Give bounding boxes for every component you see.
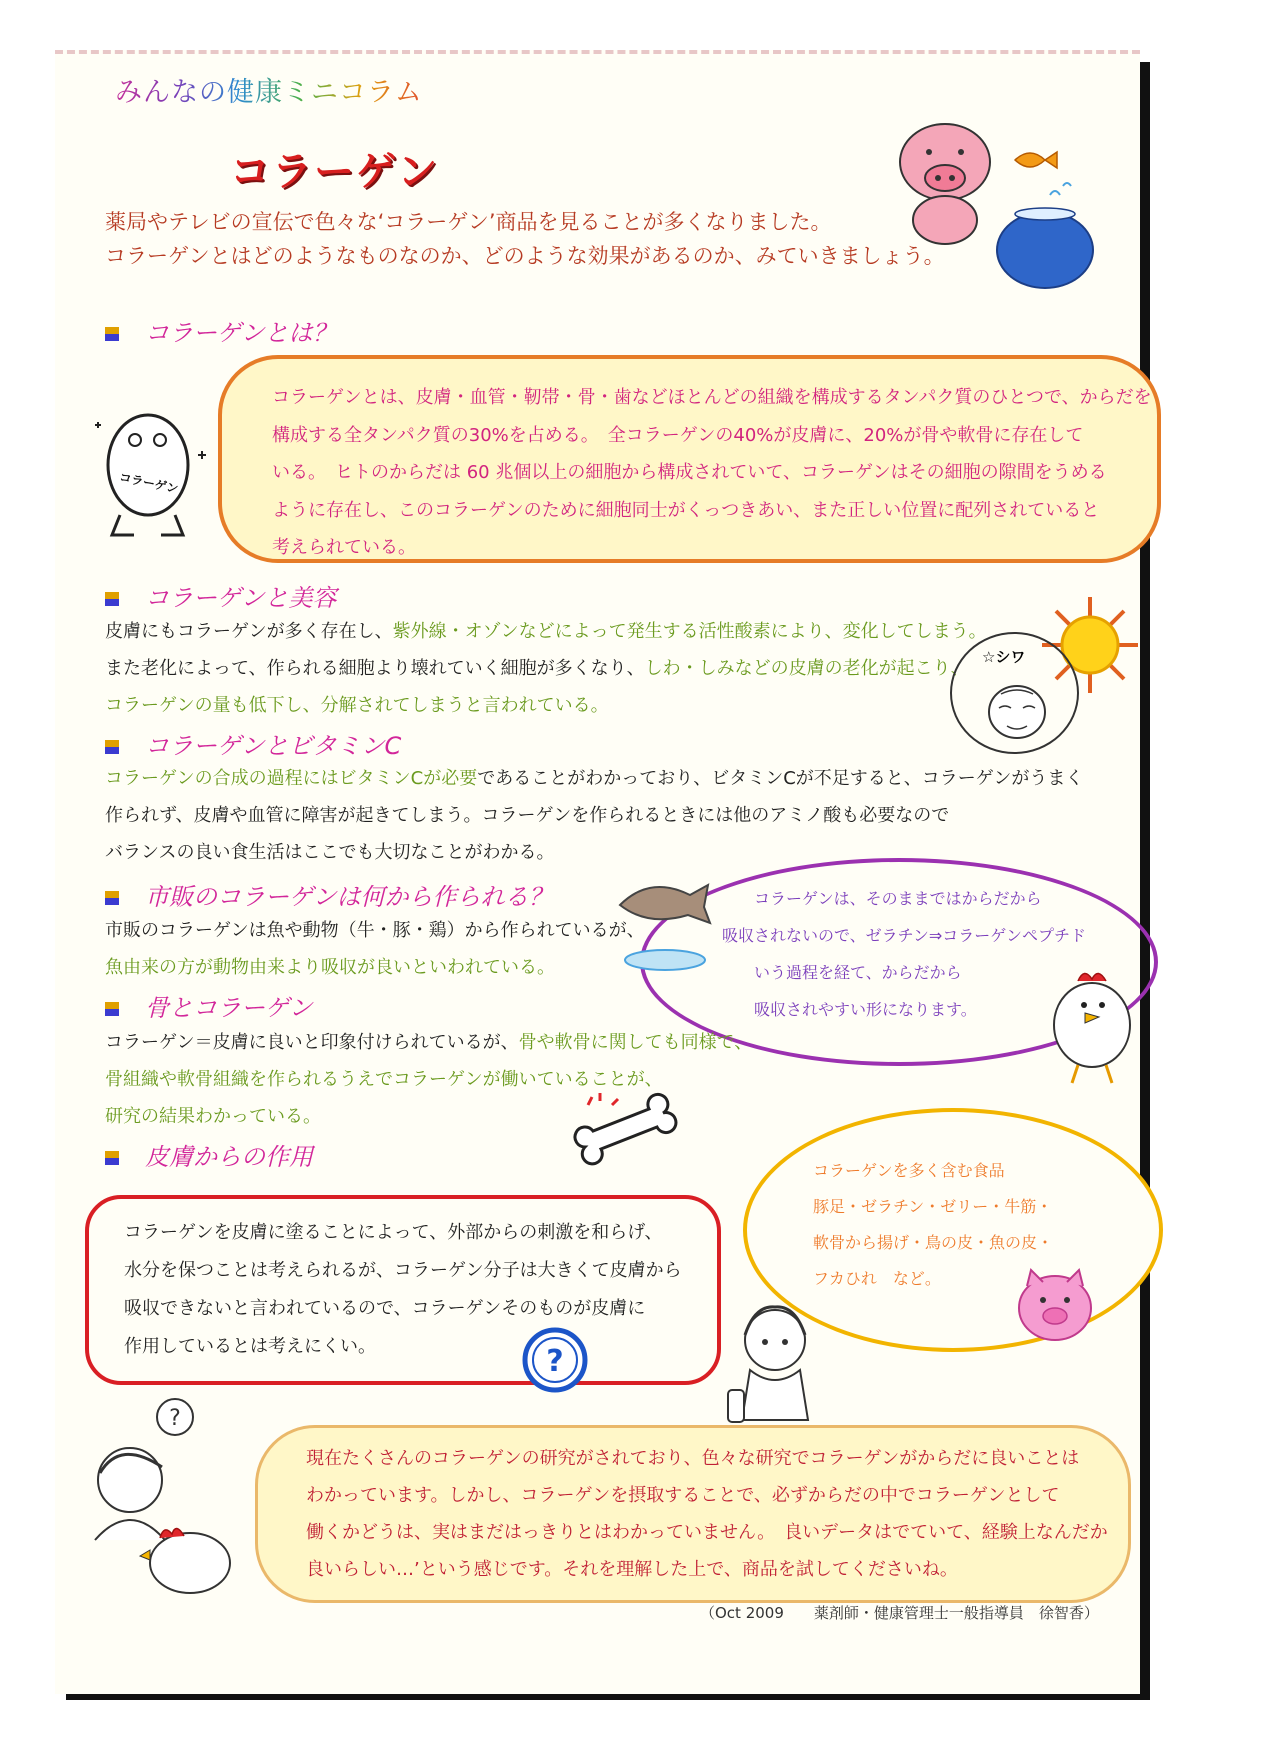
conclusion-line-4: 良いらしい…’という感じです。それを理解した上で、商品を試してくださいね。 <box>306 1559 958 1580</box>
fishbowl-icon <box>997 212 1093 288</box>
question-mark-text: ? <box>546 1344 564 1379</box>
page-shadow-right <box>1140 62 1150 1694</box>
definition-line-2: 構成する全タンパク質の30%を占める。 全コラーゲンの40%が皮膚に、20%が骨や軟骨に存在して <box>272 424 1084 446</box>
section-heading-skin-action: 皮膚からの作用 <box>105 1137 313 1172</box>
section-heading-what-is-collagen: コラーゲンとは？ <box>105 313 337 348</box>
section-bullet-icon <box>105 1002 119 1016</box>
foods-line-1: 豚足・ゼラチン・ゼリー・牛筋・ <box>813 1197 1053 1216</box>
collagen-character-icon <box>90 405 210 540</box>
intro-paragraph <box>105 205 945 273</box>
section-bullet-icon <box>105 592 119 606</box>
skin-line-2: 水分を保つことは考えられるが、コラーゲン分子は大きくて皮膚から <box>124 1260 682 1281</box>
section-bullet-icon <box>105 740 119 754</box>
hen-icon <box>140 1508 240 1603</box>
absorption-line-2: 吸収されないので、ゼラチン⇒コラーゲンペプチド <box>722 926 1086 945</box>
rooster-icon <box>1040 965 1150 1090</box>
goldfish-icon <box>1015 152 1057 168</box>
elderly-face-icon <box>977 674 1057 744</box>
section-heading-bone-collagen: 骨とコラーゲン <box>105 988 313 1023</box>
section-bullet-icon <box>105 1151 119 1165</box>
definition-line-1: コラーゲンとは、皮膚・血管・靭帯・骨・歯などほとんどの組織を構成するタンパク質のひとつで、からだを <box>272 387 1152 408</box>
author-footer: （Oct 2009 薬剤師・健康管理士一般指導員 徐智香） <box>700 1604 1099 1622</box>
beauty-paragraph: 皮膚にもコラーゲンが多く存在し、紫外線・オゾンなどによって発生する活性酸素により、変化してしまう。 また老化によって、作られる細胞より壊れていく細胞が多くなり、しわ・しみなどの皮膚の老化が起こり、 コラーゲンの量も低下し、分解されてしまうと言われている。 <box>105 621 987 716</box>
wrinkle-face-illustration <box>950 632 1079 754</box>
question-mark-icon <box>520 1325 590 1395</box>
definition-line-5: 考えられている。 <box>272 537 416 558</box>
pig-fishbowl-illustration <box>885 120 1125 290</box>
jumping-fish-icon <box>610 865 720 985</box>
section-heading-collagen-vitamin-c: コラーゲンとビタミンC <box>105 726 401 761</box>
definition-line-4: ように存在し、このコラーゲンのために細胞同士がくっつきあい、また正しい位置に配列されていると <box>272 499 1100 521</box>
definition-speech-bubble <box>218 355 1161 563</box>
section-bullet-icon <box>105 891 119 905</box>
conclusion-line-2: わかっています。しかし、コラーゲンを摂取することで、必ずからだの中でコラーゲンとして <box>306 1485 1060 1506</box>
vitamin-c-paragraph: コラーゲンの合成の過程にはビタミンCが必要であることがわかっており、ビタミンCが不足すると、コラーゲンがうまく 作られず、皮膚や血管に障害が起きてしまう。コラーゲンを作られるときには他のアミノ酸も必要なので バランスの良い食生活はここでも大切なことがわかる。 <box>105 768 1084 863</box>
intro-line-1: 薬局やテレビの宣伝で色々な‘コラーゲン’商品を見ることが多くなりました。 <box>105 210 832 234</box>
section-heading-collagen-beauty: コラーゲンと美容 <box>105 578 337 613</box>
pig-face-icon <box>1015 1268 1095 1343</box>
bone-icon <box>570 1095 680 1170</box>
skin-line-1: コラーゲンを皮膚に塗ることによって、外部からの刺激を和らげ、 <box>124 1222 663 1243</box>
conclusion-line-1: 現在たくさんのコラーゲンの研究がされており、色々な研究でコラーゲンがからだに良いことは <box>306 1448 1080 1469</box>
absorption-line-4: 吸収されやすい形になります。 <box>754 1000 977 1019</box>
intro-line-2: コラーゲンとはどのようなものなのか、どのような効果があるのか、みていきましょう。 <box>105 244 945 268</box>
skin-line-4: 作用しているとは考えにくい。 <box>124 1336 376 1357</box>
conclusion-speech-bubble <box>255 1425 1131 1603</box>
foods-line-2: 軟骨から揚げ・鳥の皮・魚の皮・ <box>813 1233 1054 1252</box>
foods-line-3: フカひれ など。 <box>813 1269 941 1288</box>
series-title: みんなの健康ミニコラム <box>115 70 423 109</box>
main-title: コラーゲン <box>230 149 440 195</box>
absorption-line-3: いう過程を経て、からだから <box>754 963 962 982</box>
skin-line-3: 吸収できないと言われているので、コラーゲンそのものが皮膚に <box>124 1298 646 1319</box>
svg-text:?: ? <box>169 1406 181 1431</box>
bone-paragraph: コラーゲン＝皮膚に良いと印象付けられているが、骨や軟骨に関しても同様で、 骨組織や軟骨組織を作られるうえでコラーゲンが働いていることが、 研究の結果わかっている。 <box>105 1032 753 1127</box>
collagen-character-label: コラーゲン <box>118 470 180 497</box>
definition-line-3: いる。 ヒトのからだは 60 兆個以上の細胞から構成されていて、コラーゲンはその細胞の隙間をうめる <box>272 462 1107 483</box>
sources-paragraph: 市販のコラーゲンは魚や動物（牛・豚・鶏）から作られているが、 魚由来の方が動物由来より吸収が良いといわれている。 <box>105 920 645 978</box>
absorption-line-1: コラーゲンは、そのままではからだから <box>754 889 1042 908</box>
wrinkle-label: ☆シワ <box>982 648 1026 666</box>
girl-with-cream-icon <box>720 1300 825 1425</box>
section-bullet-icon <box>105 327 119 341</box>
section-heading-commercial-sources: 市販のコラーゲンは何から作られる？ <box>105 877 553 912</box>
conclusion-line-3: 働くかどうは、実はまだはっきりとはわかっていません。 良いデータはでていて、経験上なんだか <box>306 1522 1108 1543</box>
skin-action-speech-bubble <box>85 1195 721 1385</box>
foods-title: コラーゲンを多く含む食品 <box>813 1161 1005 1180</box>
